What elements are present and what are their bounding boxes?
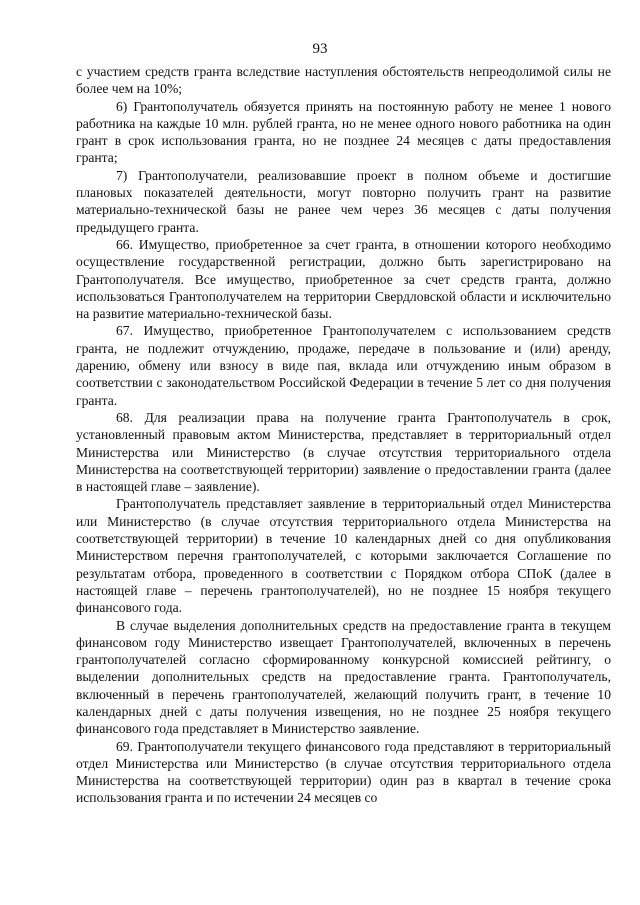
paragraph-66: 66. Имущество, приобретенное за счет гранта, в отношении которого необходимо осуществление государственной регистрации, должно быть зарегистрировано на Грантополучателя. Все имущество, приобретенное за счет средств гранта, должно использоваться Грантополучателем на территории Свердловской области и исключительно на развитие материально-технической базы. xyxy=(76,236,611,322)
paragraph-68-application-deadline: Грантополучатель представляет заявление в территориальный отдел Министерства или Министерство (в случае отсутствия территориального отдела Министерства на соответствующей территории) в течение 10 календарных дней со дня опубликования Министерством перечня грантополучателей, с которыми заключается Соглашение по результатам отбора, проведенного в соответствии с Порядком отбора СПоК (далее в настоящей главе – перечень грантополучателей), но не позднее 15 ноября текущего финансового года. xyxy=(76,496,611,616)
paragraph-continued: с участием средств гранта вследствие наступления обстоятельств непреодолимой силы не более чем на 10%; xyxy=(76,64,611,97)
paragraph-68: 68. Для реализации права на получение гранта Грантополучатель в срок, установленный правовым актом Министерства, представляет в территориальный отдел Министерства или Министерство (в случае отсутствия территориального отдела Министерства на соответствующей территории) заявление о предоставлении гранта (далее в настоящей главе – заявление). xyxy=(76,409,611,495)
paragraph-67: 67. Имущество, приобретенное Грантополучателем с использованием средств гранта, не подлежит отчуждению, продаже, передаче в пользование и (или) аренду, дарению, обмену или взносу в виде пая, вклада или отчуждению иным образом в соответствии с законодательством Российской Федерации в течение 5 лет со дня получения гранта. xyxy=(76,323,611,408)
page-body xyxy=(76,63,611,807)
page-number: 93 xyxy=(312,41,328,57)
paragraph-item-7: 7) Грантополучатели, реализовавшие проект в полном объеме и достигшие плановых показателей деятельности, могут повторно получить грант на развитие материально-технической базы не ранее чем через 36 месяцев с даты получения предыдущего гранта. xyxy=(76,167,611,235)
paragraph-69: 69. Грантополучатели текущего финансового года представляют в территориальный отдел Министерства или Министерство (в случае отсутствия территориального отдела Министерства на соответствующей территории) один раз в квартал в течение срока использования гранта и по истечении 24 месяцев со xyxy=(76,738,611,806)
paragraph-item-6: 6) Грантополучатель обязуется принять на постоянную работу не менее 1 нового работника на каждые 10 млн. рублей гранта, но не менее одного нового работника на один грант в срок использования гранта, но не позднее 24 месяцев с даты предоставления гранта; xyxy=(76,98,611,166)
paragraph-68-additional-funds: В случае выделения дополнительных средств на предоставление гранта в текущем финансовом году Министерство извещает Грантополучателей, включенных в перечень грантополучателей согласно сформированному конкурсной комиссией рейтингу, о выделении дополнительных средств на предоставление гранта. Грантополучатель, включенный в перечень грантополучателей, желающий получить грант, в течение 10 календарных дней с даты получения извещения, но не позднее 25 ноября текущего финансового года представляет в Министерство заявление. xyxy=(76,617,611,737)
